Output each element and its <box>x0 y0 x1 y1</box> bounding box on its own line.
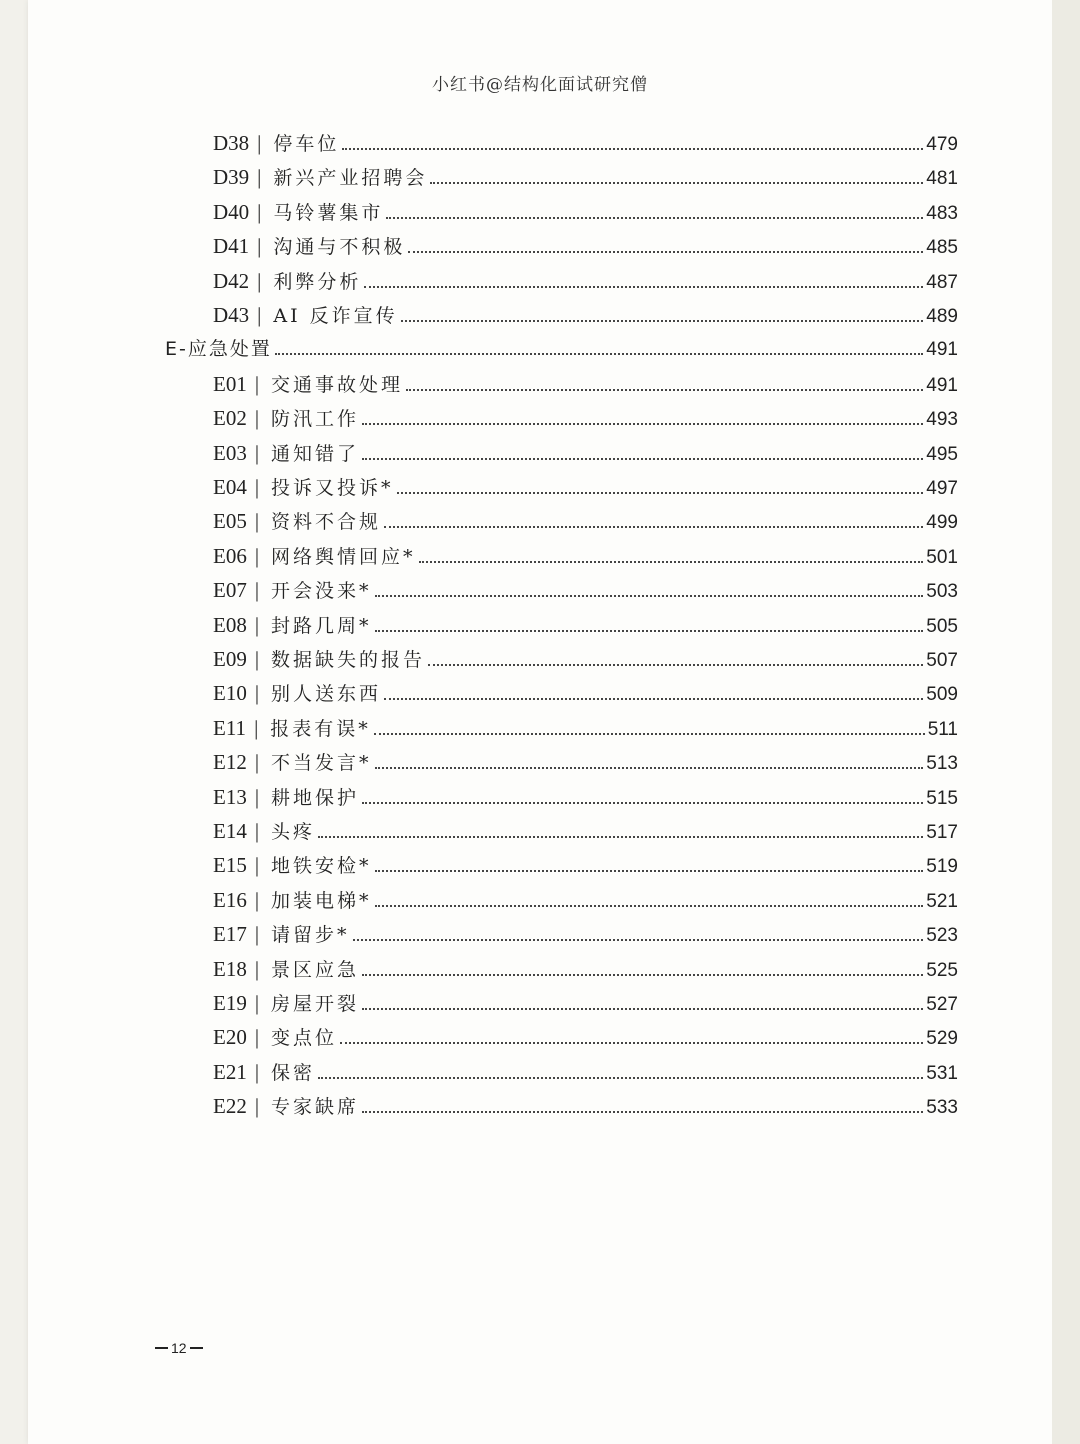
toc-entry[interactable] <box>213 608 958 642</box>
toc-entry-title: 耕地保护 <box>271 786 360 809</box>
toc-dot-leader <box>384 526 923 528</box>
toc-entry-separator: | <box>254 406 260 431</box>
toc-page-number: 519 <box>926 856 958 878</box>
toc-page-number: 489 <box>926 306 958 327</box>
toc-entry-title: 防汛工作 <box>271 408 360 431</box>
toc-page-number: 483 <box>926 202 958 224</box>
toc-page-number: 527 <box>926 994 958 1015</box>
toc-entry-title: 数据缺失的报告 <box>271 649 426 671</box>
toc-dot-leader <box>419 561 924 563</box>
toc-entry[interactable] <box>213 848 958 882</box>
toc-entry-title: 加装电梯* <box>271 889 372 912</box>
toc-entry-title: 沟通与不积极 <box>273 236 406 259</box>
toc-entry-code: E04 <box>213 475 247 499</box>
toc-entry-code: D38 <box>213 131 250 155</box>
toc-entry-title: 开会没来* <box>271 580 372 603</box>
toc-entry-title: 报表有误* <box>270 717 371 740</box>
toc-entry-title: 通知错了 <box>271 442 360 465</box>
toc-page-number: 505 <box>926 615 958 637</box>
toc-dot-leader <box>362 802 923 804</box>
toc-entry[interactable] <box>213 1020 958 1054</box>
toc-entry-separator: | <box>257 303 262 327</box>
toc-dot-leader <box>364 286 923 288</box>
footer-page-number: 12 <box>171 1340 187 1356</box>
toc-entry-separator: | <box>254 1025 260 1050</box>
toc-entry-code: E15 <box>213 853 247 878</box>
toc-entry[interactable] <box>213 1055 958 1089</box>
toc-page-number: 515 <box>926 787 958 809</box>
toc-dot-leader <box>386 217 923 219</box>
toc-entry-code: E21 <box>213 1059 247 1084</box>
toc-entry-separator: | <box>254 922 260 947</box>
toc-dot-leader <box>362 1008 923 1010</box>
toc-entry[interactable] <box>213 917 958 951</box>
toc-dot-leader <box>375 630 924 632</box>
toc-entry-title: 景区应急 <box>271 958 360 981</box>
toc-entry[interactable] <box>213 573 958 607</box>
toc-entry[interactable] <box>213 676 958 710</box>
toc-page-number: 487 <box>926 271 958 293</box>
toc-entry[interactable] <box>213 160 958 194</box>
toc-entry-separator: | <box>257 234 262 259</box>
page-edge <box>1052 0 1080 1444</box>
toc-page-number: 491 <box>926 339 958 361</box>
toc-page-number: 481 <box>926 168 958 190</box>
toc-entry-code: D43 <box>213 303 250 327</box>
toc-entry-separator: | <box>254 715 259 740</box>
toc-entry-code: E02 <box>213 406 247 431</box>
toc-entry-title: 变点位 <box>271 1027 338 1050</box>
toc-page-number: 517 <box>926 822 958 843</box>
toc-entry[interactable] <box>213 539 958 573</box>
toc-entry-title: 地铁安检* <box>271 855 372 878</box>
toc-page-number: 531 <box>926 1062 958 1084</box>
toc-dot-leader <box>408 251 923 253</box>
toc-page-number: 485 <box>926 237 958 259</box>
toc-page-number: 533 <box>926 1097 958 1119</box>
toc-dot-leader <box>384 698 923 700</box>
toc-page-number: 495 <box>926 443 958 465</box>
toc-page-number: 499 <box>926 512 958 534</box>
toc-entry-separator: | <box>254 440 260 465</box>
toc-entry-separator: | <box>254 853 260 878</box>
toc-entry-separator: | <box>254 681 260 706</box>
toc-entry-code: E10 <box>213 681 247 706</box>
toc-entry[interactable] <box>213 229 958 263</box>
toc-entry[interactable] <box>213 952 958 986</box>
toc-entry-separator: | <box>254 784 260 809</box>
toc-entry-title: 新兴产业招聘会 <box>273 167 428 190</box>
toc-entry-code: E18 <box>213 956 247 981</box>
toc-page-number: 525 <box>926 959 958 981</box>
toc-entry-code: E17 <box>213 922 247 947</box>
toc-page-number: 479 <box>926 134 958 155</box>
toc-entry[interactable] <box>213 1089 958 1123</box>
toc-entry-code: D40 <box>213 199 250 224</box>
toc-dot-leader <box>428 664 923 666</box>
toc-entry-code: E12 <box>213 750 247 775</box>
toc-entry-title: 停车位 <box>273 133 340 155</box>
toc-dot-leader <box>406 389 923 391</box>
toc-entry-code: E07 <box>213 578 247 603</box>
toc-entry-separator: | <box>254 371 260 396</box>
toc-entry-separator: | <box>254 543 260 568</box>
toc-entry[interactable] <box>213 986 958 1020</box>
toc-entry-code: D41 <box>213 234 250 259</box>
toc-dot-leader <box>374 733 925 735</box>
footer-dash-left <box>155 1347 168 1349</box>
toc-entry[interactable] <box>213 814 958 848</box>
toc-entry-separator: | <box>254 647 260 671</box>
toc-dot-leader <box>397 492 924 494</box>
toc-entry-separator: | <box>254 956 260 981</box>
toc-entry[interactable] <box>213 745 958 779</box>
page-footer <box>152 1340 206 1356</box>
toc-entry[interactable] <box>213 298 958 332</box>
toc-page-number: 493 <box>926 409 958 431</box>
toc-dot-leader <box>375 905 924 907</box>
toc-entry-title: 交通事故处理 <box>271 373 404 396</box>
toc-entry-separator: | <box>254 578 260 603</box>
toc-entry-code: E06 <box>213 543 247 568</box>
toc-entry-title: 专家缺席 <box>271 1096 360 1119</box>
toc-entry-title: 封路几周* <box>271 614 372 637</box>
toc-dot-leader <box>401 320 924 322</box>
toc-entry-separator: | <box>254 819 260 843</box>
toc-dot-leader <box>362 423 923 425</box>
toc-entry-title: 资料不合规 <box>271 511 382 534</box>
toc-page-number: 507 <box>926 650 958 671</box>
toc-entry-title: 请留步* <box>271 924 350 947</box>
toc-entry-separator: | <box>257 131 262 155</box>
toc-entry-title: 投诉又投诉* <box>271 477 394 499</box>
toc-entry-separator: | <box>254 612 260 637</box>
toc-entry[interactable] <box>213 195 958 229</box>
toc-entry-title: 利弊分析 <box>273 270 362 293</box>
toc-dot-leader <box>375 767 924 769</box>
toc-entry[interactable] <box>213 780 958 814</box>
toc-entry-code: E05 <box>213 509 247 534</box>
toc-entry-code: E11 <box>213 715 247 740</box>
toc-entry-separator: | <box>257 268 262 293</box>
toc-dot-leader <box>430 182 923 184</box>
toc-entry-separator: | <box>254 887 260 912</box>
toc-entry-separator: | <box>257 199 262 224</box>
toc-entry-code: E08 <box>213 612 247 637</box>
toc-entry[interactable] <box>213 470 958 504</box>
toc-page-number: 523 <box>926 925 958 947</box>
toc-page-number: 497 <box>926 478 958 499</box>
toc-page-number: 509 <box>926 684 958 706</box>
toc-entry-code: D42 <box>213 268 250 293</box>
toc-dot-leader <box>362 1111 923 1113</box>
toc-dot-leader <box>318 1077 923 1079</box>
toc-entry[interactable] <box>213 504 958 538</box>
toc-page-number: 513 <box>926 753 958 775</box>
footer-dash-right <box>190 1347 203 1349</box>
toc-page-number: 503 <box>926 581 958 603</box>
toc-entry[interactable] <box>213 711 958 745</box>
toc-entry-title: 头疼 <box>271 821 316 843</box>
toc-section-title: E-应急处置 <box>165 338 272 361</box>
toc-entry-code: E03 <box>213 440 247 465</box>
toc-entry-separator: | <box>254 991 260 1015</box>
toc-entry[interactable] <box>213 642 958 676</box>
toc-dot-leader <box>362 974 923 976</box>
toc-dot-leader <box>375 870 924 872</box>
toc-entry[interactable] <box>213 436 958 470</box>
toc-dot-leader <box>353 939 924 941</box>
toc-entry[interactable] <box>213 264 958 298</box>
toc-page-number: 529 <box>926 1028 958 1050</box>
toc-entry-title: 房屋开裂 <box>271 993 360 1015</box>
toc-entry-code: E19 <box>213 991 247 1015</box>
toc-entry-code: D39 <box>213 165 250 190</box>
toc-page-number: 521 <box>926 890 958 912</box>
toc-section[interactable] <box>165 332 958 366</box>
toc-entry-title: 马铃薯集市 <box>273 201 384 224</box>
toc-page-number: 491 <box>926 374 958 396</box>
toc-entry-separator: | <box>254 475 260 499</box>
toc-dot-leader <box>375 595 924 597</box>
toc-entry-code: E16 <box>213 887 247 912</box>
toc-entry-title: AI 反诈宣传 <box>273 305 398 327</box>
toc-entry-separator: | <box>254 1059 260 1084</box>
toc-dot-leader <box>362 458 923 460</box>
toc-entry[interactable] <box>213 126 958 160</box>
toc-entry-title: 保密 <box>271 1061 316 1084</box>
toc-page-number: 511 <box>927 718 958 740</box>
toc-entry-code: E09 <box>213 647 247 671</box>
toc-entry-code: E01 <box>213 371 247 396</box>
toc-entry-separator: | <box>254 509 260 534</box>
toc-dot-leader <box>275 353 923 355</box>
toc-entry-code: E22 <box>213 1094 247 1119</box>
toc-dot-leader <box>340 1042 923 1044</box>
toc-entry[interactable] <box>213 401 958 435</box>
toc-dot-leader <box>342 148 923 150</box>
toc-entry-code: E20 <box>213 1025 247 1050</box>
toc-entry-separator: | <box>257 165 262 190</box>
page-header: 小红书@结构化面试研究僧 <box>432 75 648 95</box>
toc-entry[interactable] <box>213 367 958 401</box>
toc-entry-code: E13 <box>213 784 247 809</box>
toc-dot-leader <box>318 836 923 838</box>
toc-entry-separator: | <box>254 750 260 775</box>
toc-entry-title: 别人送东西 <box>271 683 382 706</box>
toc-entry-title: 网络舆情回应* <box>271 545 416 568</box>
toc-entry[interactable] <box>213 883 958 917</box>
toc-entry-title: 不当发言* <box>271 752 372 775</box>
toc-entry-code: E14 <box>213 819 247 843</box>
toc-page-number: 501 <box>926 546 958 568</box>
toc-entry-separator: | <box>254 1094 260 1119</box>
